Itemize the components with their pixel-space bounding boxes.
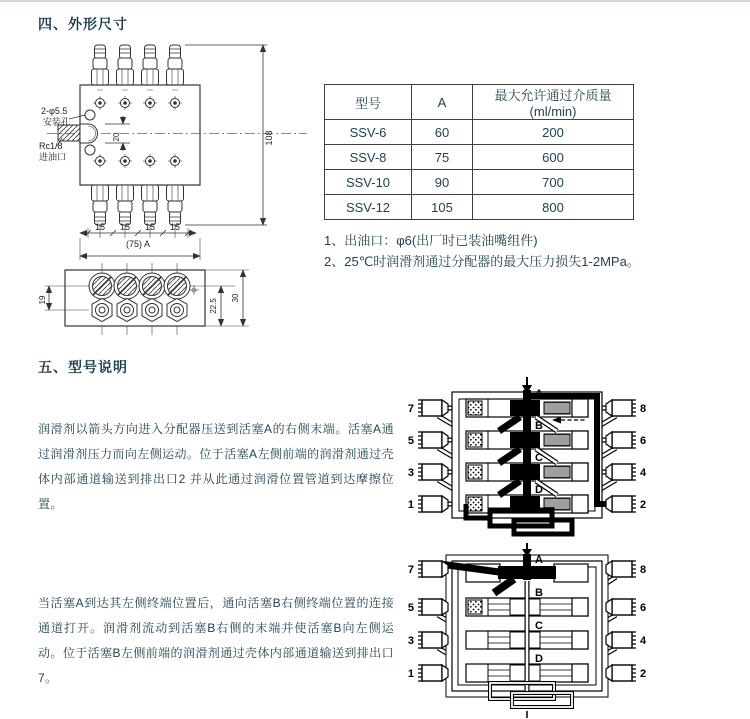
inlet-label-2: 进油口 (39, 152, 67, 162)
outlet-number-3: 3 (407, 467, 414, 479)
cell-model: SSV-6 (325, 120, 412, 145)
dim-15-1: 15 (94, 222, 106, 232)
cell-flow: 700 (473, 170, 634, 195)
outlet-number-2: 2 (640, 499, 647, 511)
mount-hole-label-1: 2-φ5.5 (41, 106, 68, 116)
cell-flow: 600 (473, 145, 634, 170)
cell-a: 105 (412, 195, 473, 220)
dim-108: 108 (264, 130, 274, 146)
outlet-number-1: 1 (407, 499, 414, 511)
dim-30: 30 (231, 293, 240, 303)
dim-22-5: 22.5 (209, 298, 218, 314)
dim-15-3: 15 (144, 222, 156, 232)
flow-diagram-2 (402, 543, 652, 719)
inlet-label-1: Rc1/8 (39, 141, 63, 151)
section-5-title: 五、型号说明 (38, 359, 128, 375)
cell-flow: 200 (473, 120, 634, 145)
mount-hole-label-2: 安装孔 (43, 117, 71, 127)
piston-label-A: A (535, 554, 543, 566)
outlet-number-7: 7 (407, 403, 414, 415)
note-1: 1、出油口：φ6(出厂时已装油嘴组件) (324, 233, 538, 248)
piston-label-A: A (535, 388, 543, 400)
top-border-line (0, 0, 750, 2)
outlet-number-4: 4 (640, 467, 647, 479)
dim-15-4: 15 (169, 222, 181, 232)
cell-a: 90 (412, 170, 473, 195)
outlet-number-6: 6 (640, 602, 647, 614)
col-header-model: 型号 (325, 85, 412, 120)
outlet-number-2: 2 (640, 668, 647, 680)
notes-block (324, 230, 640, 272)
paragraph-2: 当活塞A到达其左侧终端位置后，通向活塞B右侧终端位置的连接通道打开。润滑剂流动到活塞B右侧的末端并使活塞B向左侧运动。位于活塞B左侧前端的润滑剂通过壳体内部通道输送到排出口7。 (38, 596, 394, 685)
outlet-number-8: 8 (640, 564, 647, 576)
table-row (325, 195, 634, 220)
col-header-a: A (412, 85, 473, 120)
piston-label-D: D (535, 653, 543, 665)
table-row (325, 120, 634, 145)
inlet-channel (523, 390, 531, 508)
outlet-number-6: 6 (640, 435, 647, 447)
section-4-title: 四、外形尺寸 (38, 16, 128, 32)
piston-label-C: C (535, 452, 543, 464)
piston-label-B: B (535, 420, 543, 432)
dim-20: 20 (112, 132, 121, 142)
flow-diagram-1 (402, 376, 652, 544)
table-row (325, 170, 634, 195)
dim-15-2: 15 (119, 222, 131, 232)
outlet-number-3: 3 (407, 635, 414, 647)
cell-model: SSV-12 (325, 195, 412, 220)
piston-label-B: B (535, 587, 543, 599)
table-row (325, 145, 634, 170)
cell-model: SSV-8 (325, 145, 412, 170)
cell-a: 60 (412, 120, 473, 145)
dim-75A: (75) A (125, 239, 151, 249)
cell-a: 75 (412, 145, 473, 170)
spec-table (324, 84, 634, 220)
outlet-number-4: 4 (640, 635, 647, 647)
outlet-number-5: 5 (407, 602, 414, 614)
outlet-number-1: 1 (407, 668, 414, 680)
cell-flow: 800 (473, 195, 634, 220)
inlet-channel (523, 554, 531, 580)
col-header-flow: 最大允许通过介质量(ml/min) (473, 85, 634, 120)
outlet-number-8: 8 (640, 403, 647, 415)
outlet-number-5: 5 (407, 435, 414, 447)
datum-cross (189, 285, 199, 295)
dim-19: 19 (38, 295, 47, 305)
note-2: 2、25℃时润滑剂通过分配器的最大压力损失1-2MPa。 (324, 254, 640, 269)
cell-model: SSV-10 (325, 170, 412, 195)
outlet-number-7: 7 (407, 564, 414, 576)
piston-label-D: D (535, 484, 543, 496)
piston-label-C: C (535, 620, 543, 632)
paragraph-1: 润滑剂以箭头方向进入分配器压送到活塞A的右侧末端。活塞A通过润滑剂压力而向左侧运动。位于活塞A左侧前端的润滑剂通过壳体内部通道输送到排出口2 并从此通过润滑位置管道到达摩擦位置。 (38, 422, 394, 511)
dimension-drawing (35, 38, 320, 350)
